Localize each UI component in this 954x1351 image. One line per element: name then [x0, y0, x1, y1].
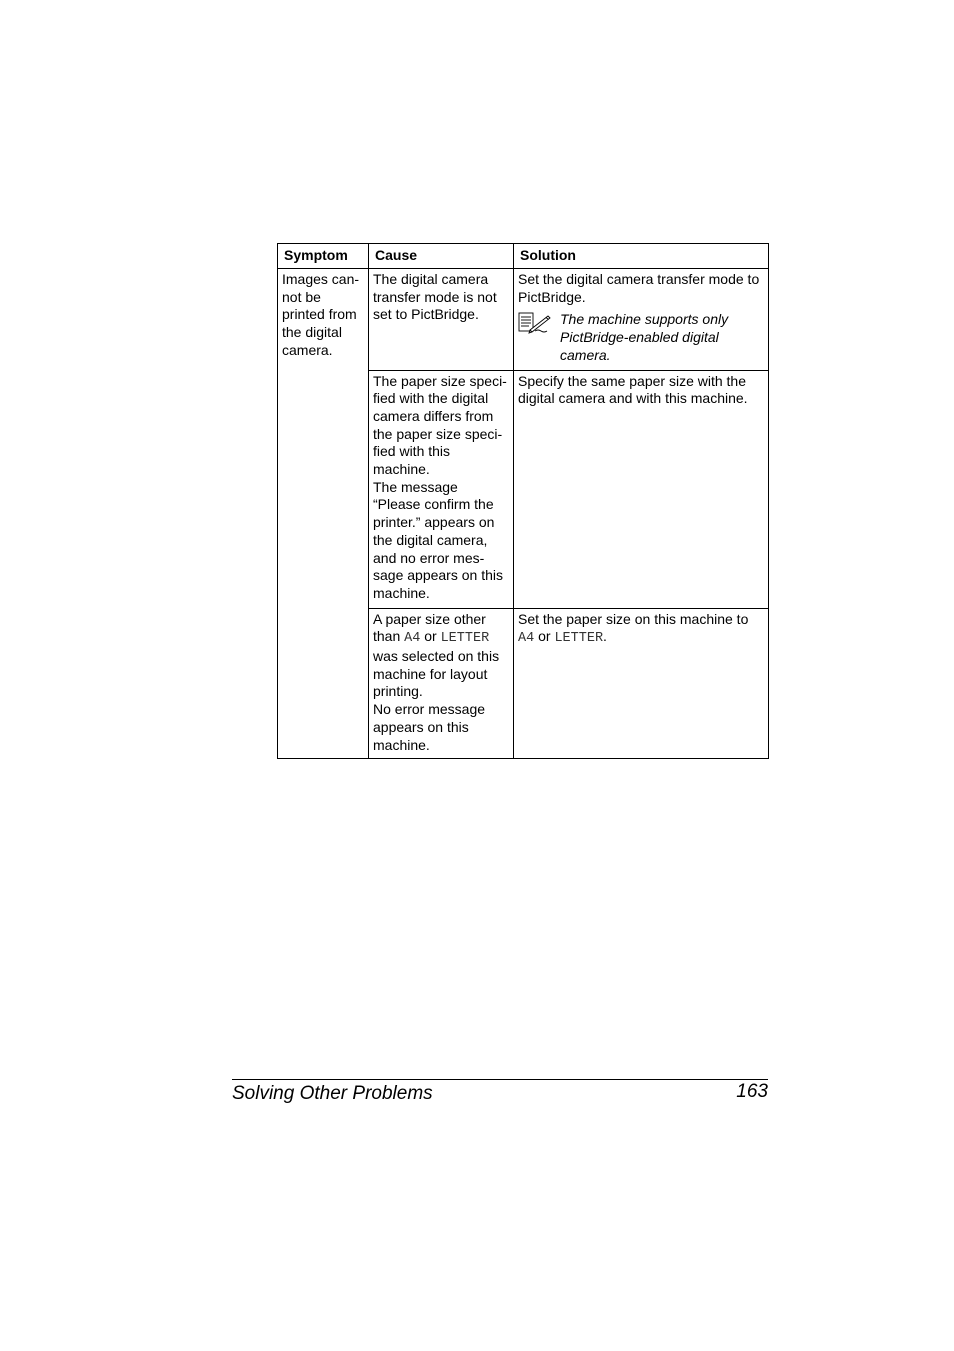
paper-size-letter: LETTER	[440, 631, 490, 647]
symptom-cell: Images can-not be printed from the digital camera.	[278, 269, 369, 759]
footer-section-title: Solving Other Problems	[232, 1083, 433, 1104]
solution-text: Set the paper size on this machine to	[518, 610, 749, 627]
table-header-row	[278, 244, 769, 269]
header-cause: Cause	[369, 244, 514, 269]
troubleshooting-table	[277, 243, 769, 759]
paper-size-letter: LETTER	[554, 631, 604, 647]
solution-text: .	[603, 628, 607, 645]
solution-text: Set the digital camera transfer mode to PictBridge.	[518, 271, 760, 305]
header-solution: Solution	[514, 244, 769, 269]
cause-paragraph: The message “Please confirm the printer.” appears on the digital camera, and no error mes-sage appears on this machine.	[373, 478, 503, 601]
cause-paragraph: The paper size speci-fied with the digital camera differs from the paper size speci-fied with this machine.	[373, 372, 507, 478]
cause-cell	[369, 608, 514, 759]
note-block	[518, 311, 764, 364]
note-text: The machine supports only PictBridge-enabled digital camera.	[560, 311, 729, 363]
table-row	[278, 269, 769, 371]
note-pencil-icon	[518, 311, 560, 364]
solution-cell	[514, 608, 769, 759]
cause-paragraph: No error message appears on this machine.	[373, 701, 486, 753]
solution-cell	[514, 269, 769, 371]
solution-cell: Specify the same paper size with the digital camera and with this machine.	[514, 370, 769, 608]
cause-paragraph	[373, 611, 509, 702]
paper-size-a4: A4	[404, 631, 421, 647]
header-symptom: Symptom	[278, 244, 369, 269]
cause-cell	[369, 370, 514, 608]
footer-divider	[232, 1079, 768, 1080]
paper-size-a4: A4	[518, 631, 535, 647]
cause-text: A paper size other than	[373, 610, 486, 645]
cause-text: was selected on this machine for layout printing.	[373, 648, 500, 700]
cause-cell: The digital camera transfer mode is not set to PictBridge.	[369, 269, 514, 371]
cause-text: or	[420, 628, 441, 645]
page-number: 163	[736, 1081, 768, 1102]
solution-text: or	[534, 628, 555, 645]
